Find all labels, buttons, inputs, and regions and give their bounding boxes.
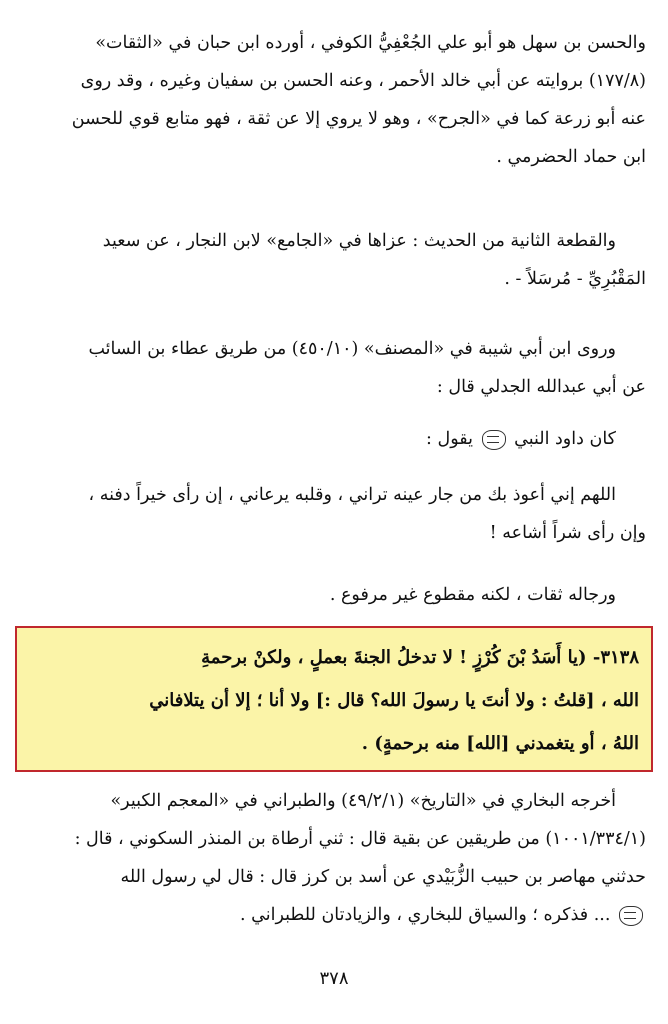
text-line: (١٧٧/٨) بروايته عن أبي خالد الأحمر ، وعنه الحسن بن سفيان وغيره ، وقد روى: [80, 71, 646, 91]
text-line: ابن حماد الحضرمي .: [496, 147, 646, 167]
text-line: والحسن بن سهل هو أبو علي الجُعْفِيُّ الكوفي ، أورده ابن حبان في «الثقات»: [95, 33, 646, 53]
text-line: وروى ابن أبي شيبة في «المصنف» (٤٥٠/١٠) من طريق عطاء بن السائب: [88, 339, 616, 359]
paragraph-second-part: [24, 222, 646, 298]
text-line: حدثني مهاصر بن حبيب الزُّبَيْدي عن أسد بن كرز قال : قال لي رسول الله: [120, 867, 646, 887]
hadith-line: اللهُ ، أو يتغمدني [الله] منه برحمةٍ) .: [361, 733, 639, 754]
paragraph-takhrij: [24, 782, 646, 934]
page-number: ٣٧٨: [319, 968, 349, 989]
text-line: اللهم إني أعوذ بك من جار عينه تراني ، وقلبه يرعاني ، إن رأى خيراً دفنه ،: [88, 485, 616, 505]
text-line: [24, 896, 646, 934]
text-line: ورجاله ثقات ، لكنه مقطوع غير مرفوع .: [329, 585, 616, 605]
paragraph-dua: [24, 476, 646, 552]
text-line: [24, 420, 646, 458]
alayhis-salam-seal-icon: [482, 430, 506, 450]
paragraph-ibn-abi-shaybah: [24, 330, 646, 406]
text-line: المَقْبُرِيِّ - مُرسَلاً - .: [504, 269, 646, 289]
paragraph-rijal: [24, 576, 646, 614]
paragraph-dawud: [24, 420, 646, 458]
text-line: والقطعة الثانية من الحديث : عزاها في «الجامع» لابن النجار ، عن سعيد: [102, 231, 616, 251]
hadith-highlight-box: [15, 626, 653, 772]
paragraph-narrator-hasan: [24, 24, 646, 176]
text-line: عن أبي عبدالله الجدلي قال :: [436, 377, 646, 397]
text-line: (١٠٠١/٣٣٤/١) من طريقين عن بقية قال : ثني أرطاة بن المنذر السكوني ، قال :: [74, 829, 646, 849]
sallallahu-alayhi-wasallam-seal-icon: [619, 906, 643, 926]
hadith-line: الله ، [قلتُ : ولا أنتَ يا رسولَ الله؟ قال :] ولا أنا ؛ إلا أن يتلافاني: [149, 690, 639, 711]
hadith-line: ٣١٣٨- (يا أَسَدُ بْنَ كُرْزٍ ! لا تدخلُ الجنةَ بعملٍ ، ولكنْ برحمةِ: [201, 647, 639, 668]
text-fragment: ... فذكره ؛ والسياق للبخاري ، والزيادتان للطبراني .: [240, 905, 611, 925]
text-fragment: كان داود النبي: [514, 429, 616, 449]
hadith-text: [27, 636, 639, 765]
text-fragment: يقول :: [426, 429, 473, 449]
text-line: وإن رأى شراً أشاعه !: [489, 523, 646, 543]
text-line: عنه أبو زرعة كما في «الجرح» ، وهو لا يروي إلا عن ثقة ، فهو متابع قوي للحسن: [71, 109, 646, 129]
text-line: أخرجه البخاري في «التاريخ» (٤٩/٢/١) والطبراني في «المعجم الكبير»: [110, 791, 616, 811]
